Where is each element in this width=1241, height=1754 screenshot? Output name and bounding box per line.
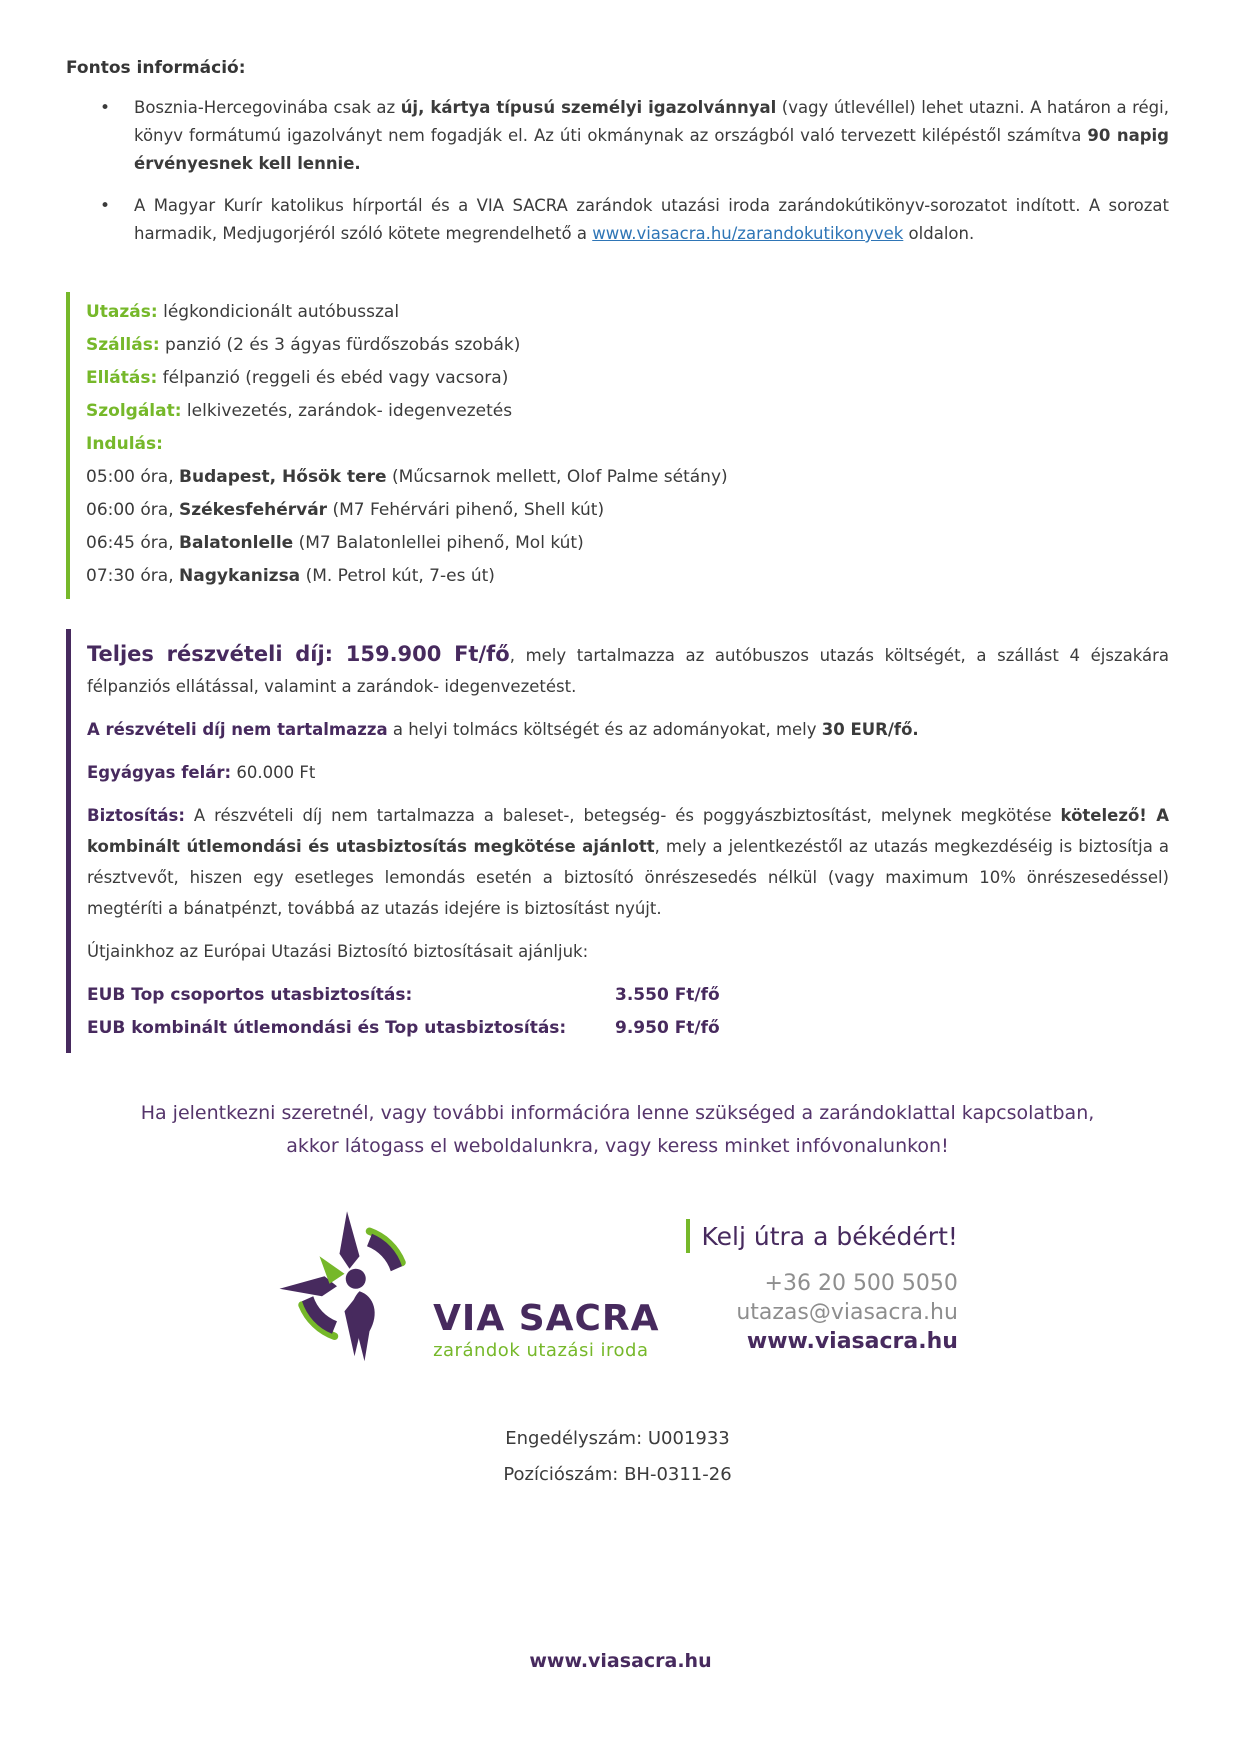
departure-note: (M7 Fehérvári pihenő, Shell kút) (327, 500, 605, 520)
departure-heading (86, 428, 1169, 461)
detail-line-meals (86, 362, 1169, 395)
departure-note: (Műcsarnok mellett, Olof Palme sétány) (386, 467, 728, 487)
bullet1-part1: Bosznia-Hercegovinába csak az (134, 98, 401, 117)
insurance-row-combined (87, 1012, 1169, 1045)
license-info (66, 1421, 1169, 1493)
detail-label: Utazás: (86, 302, 158, 322)
departure-row-szekesfehervar (86, 494, 1169, 527)
detail-value: lelkivezetés, zarándok- idegenvezetés (181, 401, 513, 421)
detail-line-transport (86, 296, 1169, 329)
tagline (686, 1219, 958, 1253)
contact-block (686, 1205, 958, 1354)
bullet1-bold2: 90 napig érvényesnek kell lennie. (134, 126, 1169, 173)
departure-row-budapest (86, 461, 1169, 494)
important-bullet-list (100, 94, 1169, 248)
insurance-product-label: EUB Top csoportos utasbiztosítás: (87, 985, 413, 1005)
detail-label: Indulás: (86, 434, 163, 454)
insurance-product-price: 3.550 Ft/fő (615, 985, 720, 1005)
compass-logo-icon (277, 1205, 427, 1395)
insurance-text-2: , mely a jelentkezéstől az utazás megkezdéséig is biztosítja a résztvevőt, hiszen egy esetleges lemondás esetén a biztosító önrészesedés nélkül (vagy maximum 10% önrészesedéssel) megtéríti a bánatpénzt, továbbá az utazás idejére is biztosítást nyújt. (87, 837, 1169, 918)
website-url: www.viasacra.hu (746, 1329, 958, 1354)
not-included-text: a helyi tolmács költségét és az adományokat, mely (387, 720, 822, 739)
tagline-text: Kelj útra a békédért! (701, 1221, 958, 1251)
detail-label: Szállás: (86, 335, 160, 355)
bullet2-part1: A Magyar Kurír katolikus hírportál és a VIA SACRA zarándok utazási iroda zarándokútikönyv-sorozatot indított. A sorozat harmadik, Medjugorjéról szóló kötete megrendelhető a (134, 196, 1169, 243)
insurance-offer-line: Útjainkhoz az Európai Utazási Biztosító biztosításait ajánljuk: (87, 942, 589, 961)
detail-label: Ellátás: (86, 368, 158, 388)
bullet1-bold1: új, kártya típusú személyi igazolvánnyal (400, 98, 777, 117)
insurance-paragraph (87, 800, 1169, 924)
cta-line-1: Ha jelentkezni szeretnél, vagy további információra lenne szükséged a zarándoklattal kapcsolatban, (140, 1102, 1095, 1124)
bullet2-part2: oldalon. (903, 224, 975, 243)
total-price: Teljes részvételi díj: 159.900 Ft/fő (87, 642, 510, 666)
departure-row-nagykanizsa (86, 560, 1169, 593)
not-included-label: A részvételi díj nem tartalmazza (87, 720, 388, 739)
departure-note: (M. Petrol kút, 7-es út) (300, 566, 495, 586)
single-supplement-label: Egyágyas felár: (87, 763, 232, 782)
logo-text (433, 1298, 660, 1395)
phone-number: +36 20 500 5050 (764, 1271, 958, 1296)
departure-note: (M7 Balatonlellei pihenő, Mol kút) (293, 533, 584, 553)
detail-value: félpanzió (reggeli és ebéd vagy vacsora) (157, 368, 509, 388)
detail-line-accommodation (86, 329, 1169, 362)
bullet-icon: • (100, 98, 111, 118)
important-heading: Fontos információ: (66, 58, 246, 78)
insurance-product-price: 9.950 Ft/fő (615, 1018, 720, 1038)
pricing-block (66, 629, 1169, 1053)
bullet-icon: • (100, 196, 111, 216)
detail-line-service (86, 395, 1169, 428)
cta-line-2: akkor látogass el weboldalunkra, vagy keress minket infóvonalunkon! (286, 1135, 949, 1157)
tagline-bar-icon (686, 1219, 690, 1253)
license-number: Engedélyszám: U001933 (505, 1428, 730, 1449)
not-included-paragraph (87, 714, 1169, 745)
insurance-text-1: A részvételi díj nem tartalmazza a baleset-, betegség- és poggyászbiztosítást, melynek megkötése (184, 806, 1061, 825)
detail-value: panzió (2 és 3 ágyas fürdőszobás szobák) (159, 335, 521, 355)
insurance-row-top (87, 979, 1169, 1012)
bullet-item-guidebook (100, 192, 1169, 248)
cta-text (66, 1097, 1169, 1163)
email-address: utazas@viasacra.hu (736, 1300, 958, 1325)
single-supplement-value: 60.000 Ft (231, 763, 316, 782)
departure-time: 06:00 óra, (86, 500, 180, 520)
departure-place: Balatonlelle (179, 533, 294, 553)
detail-value: légkondicionált autóbusszal (157, 302, 400, 322)
insurance-product-label: EUB kombinált útlemondási és Top utasbiztosítás: (87, 1018, 567, 1038)
departure-place: Budapest, Hősök tere (179, 467, 387, 487)
insurance-bold: kötelező! A kombinált útlemondási és utasbiztosítás megkötése ajánlott (87, 806, 1169, 856)
logo-title: VIA SACRA (433, 1298, 660, 1339)
departure-time: 07:30 óra, (86, 566, 180, 586)
guidebook-link[interactable]: www.viasacra.hu/zarandokutikonyvek (592, 224, 904, 243)
departure-place: Székesfehérvár (179, 500, 328, 520)
logo-subtitle: zarándok utazási iroda (433, 1340, 649, 1361)
bullet1-part2: (vagy útlevéllel) lehet utazni. A határon a régi, könyv formátumú igazolványt nem fogadják el. Az úti okmánynak az országból való tervezett kilépéstől számítva (134, 98, 1169, 145)
via-sacra-logo (277, 1205, 659, 1395)
bullet-text (134, 192, 1169, 248)
departure-row-balatonlelle (86, 527, 1169, 560)
footer-website-url: www.viasacra.hu (529, 1650, 712, 1672)
departure-place: Nagykanizsa (179, 566, 301, 586)
single-supplement-paragraph (87, 757, 1169, 788)
bullet-item-travel-document (100, 94, 1169, 178)
bullet-text (134, 94, 1169, 178)
trip-details-block (66, 292, 1169, 599)
price-description: , mely tartalmazza az autóbuszos utazás költségét, a szállást 4 éjszakára félpanziós ellátással, valamint a zarándok- idegenvezetést. (87, 646, 1169, 696)
departure-time: 06:45 óra, (86, 533, 180, 553)
position-number: Pozíciószám: BH-0311-26 (503, 1464, 732, 1485)
departure-time: 05:00 óra, (86, 467, 180, 487)
detail-label: Szolgálat: (86, 401, 182, 421)
donation-amount: 30 EUR/fő. (821, 720, 919, 739)
price-paragraph (87, 639, 1169, 702)
brand-contact-row (66, 1205, 1169, 1395)
insurance-label: Biztosítás: (87, 806, 185, 825)
